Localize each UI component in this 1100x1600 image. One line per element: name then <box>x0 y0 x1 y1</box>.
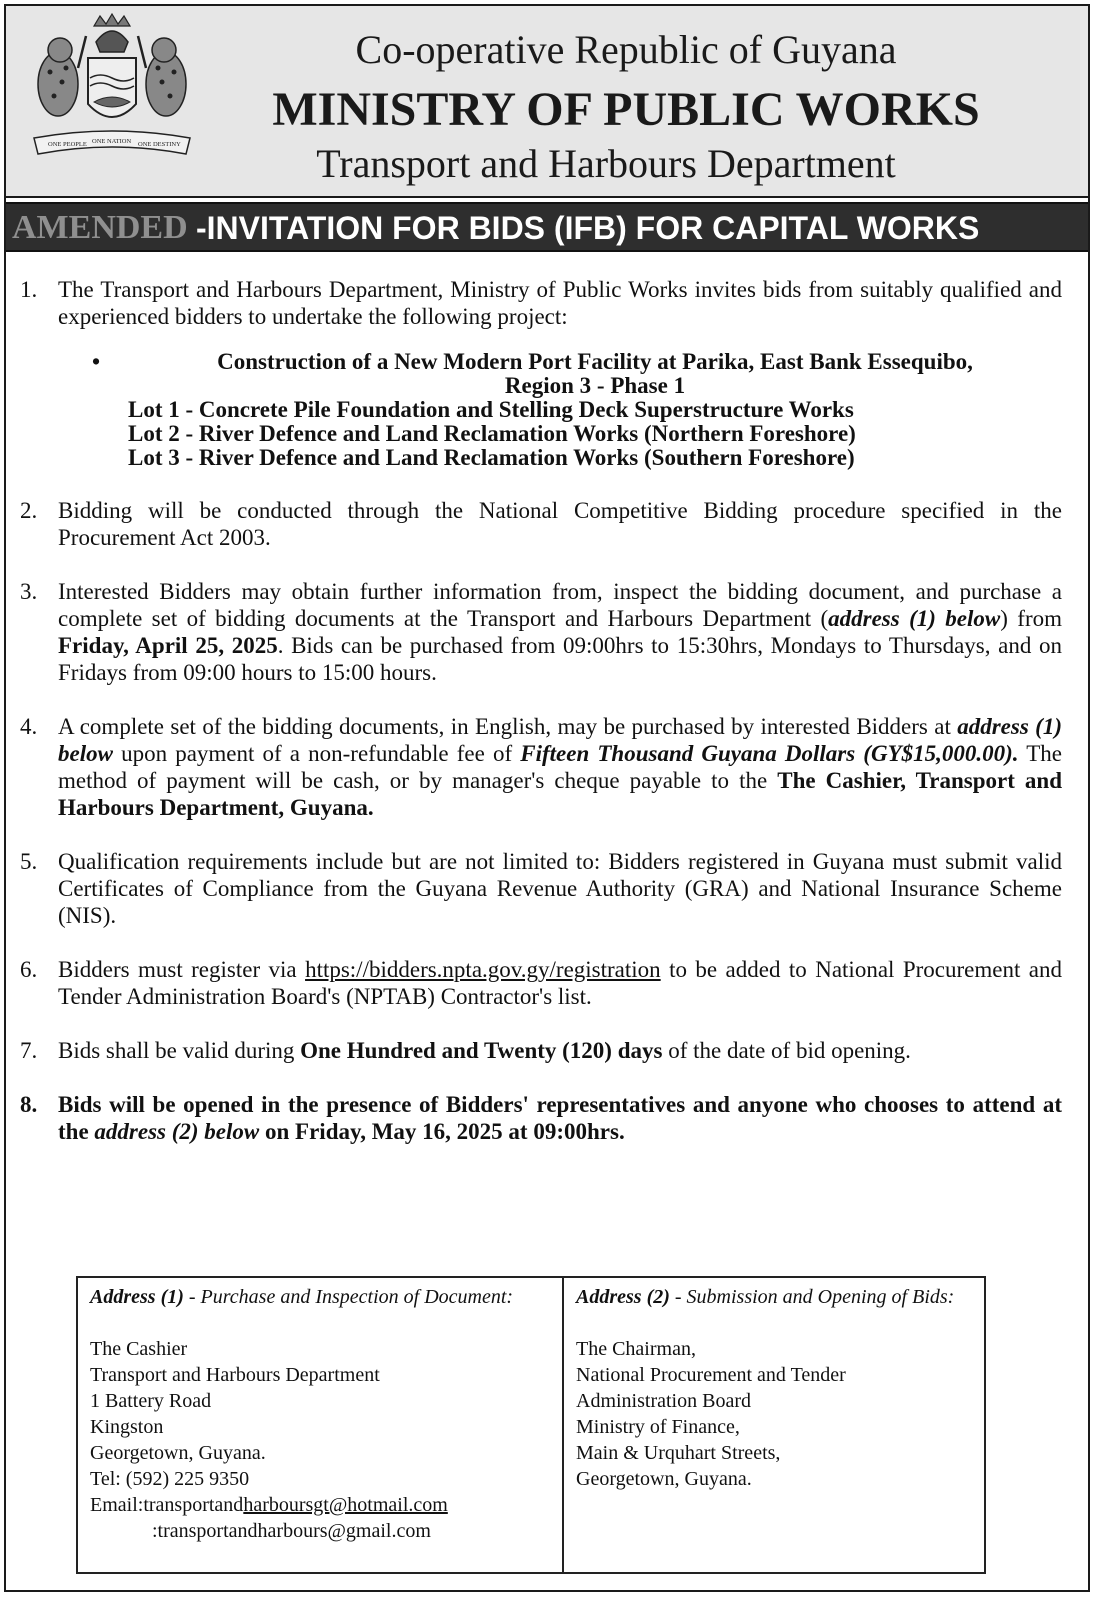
lot-1: Lot 1 - Concrete Pile Foundation and Stelling Deck Superstructure Works <box>128 397 854 422</box>
bullet-icon: • <box>92 349 101 374</box>
department-title: Transport and Harbours Department <box>316 141 896 186</box>
coat-of-arms-icon <box>26 12 198 156</box>
address-line: Transport and Harbours Department <box>90 1364 380 1386</box>
address-line: Kingston <box>90 1416 164 1438</box>
notice-body <box>20 276 1062 1172</box>
clause-text-part: A complete set of the bidding documents, in English, may be purchased by interested Bidders at <box>58 714 958 739</box>
address-line: The Chairman, <box>576 1338 696 1360</box>
clause-number: 1. <box>20 277 38 302</box>
address-1 <box>78 1278 564 1572</box>
ifb-title: -INVITATION FOR BIDS (IFB) FOR CAPITAL WORKS <box>196 210 980 246</box>
clause-7 <box>20 1037 1062 1064</box>
address-table <box>76 1276 986 1574</box>
address-2-title: - Submission and Opening of Bids: <box>669 1286 955 1308</box>
clause-number: 8. <box>20 1092 38 1117</box>
svg-text:ONE NATION: ONE NATION <box>92 138 132 145</box>
clause-8 <box>20 1091 1062 1145</box>
clause-text-part: The method of payment will be cash, or by manager's cheque payable to the <box>58 741 1062 793</box>
svg-text:ONE PEOPLE: ONE PEOPLE <box>48 141 87 148</box>
lot-3: Lot 3 - River Defence and Land Reclamation Works (Southern Foreshore) <box>128 445 855 470</box>
email-line-1 <box>90 1492 550 1518</box>
amended-label: AMENDED <box>12 209 188 246</box>
clause-text-part: to be added to National Procurement and Tender Administration Board's (NPTAB) Contractor's list. <box>58 957 1062 1009</box>
address-2 <box>564 1278 984 1572</box>
clause-5 <box>20 848 1062 929</box>
address-reference: address (2) below <box>94 1119 260 1144</box>
clause-2 <box>20 497 1062 551</box>
address-1-title: - Purchase and Inspection of Document: <box>183 1286 514 1308</box>
clause-number: 4. <box>20 714 38 739</box>
clause-text-part: Interested Bidders may obtain further information from, inspect the bidding document, and purchase a complete set of bidding documents at the Transport and Harbours Department ( <box>58 579 1062 631</box>
clause-6 <box>20 956 1062 1010</box>
lot-2: Lot 2 - River Defence and Land Reclamation Works (Northern Foreshore) <box>128 421 856 446</box>
email-1-part-a[interactable]: transportand <box>143 1494 244 1516</box>
country-title: Co-operative Republic of Guyana <box>355 27 897 72</box>
address-line: Ministry of Finance, <box>576 1416 740 1438</box>
clause-text: Qualification requirements include but are not limited to: Bidders registered in Guyana must submit valid Certificates of Compliance from the Guyana Revenue Authority (GRA) and National Insurance Scheme (NIS). <box>58 849 1062 928</box>
clause-text-part: of the date of bid opening. <box>662 1038 911 1063</box>
address-1-label: Address (1) <box>90 1286 184 1308</box>
address-line: Georgetown, Guyana. <box>90 1442 266 1464</box>
email-1-part-b[interactable]: harboursgt@hotmail.com <box>243 1494 448 1516</box>
clause-number: 7. <box>20 1038 38 1063</box>
registration-link[interactable]: https://bidders.npta.gov.gy/registration <box>305 957 661 982</box>
purchase-start-date: Friday, April 25, 2025 <box>58 633 278 658</box>
project-title-line1: Construction of a New Modern Port Facility at Parika, East Bank Essequibo, <box>217 349 973 374</box>
clause-text-part: on Friday, May 16, 2025 at 09:00hrs. <box>259 1119 625 1144</box>
clause-4 <box>20 713 1062 821</box>
address-line: Main & Urquhart Streets, <box>576 1442 781 1464</box>
address-line: Georgetown, Guyana. <box>576 1468 752 1490</box>
address-reference: address (1) below <box>58 714 1062 766</box>
address-line: 1 Battery Road <box>90 1390 212 1412</box>
ifb-banner <box>6 202 1088 252</box>
email-prefix: Email: <box>90 1494 144 1516</box>
clause-text-part: Bidders must register via <box>58 957 306 982</box>
payee-name: The Cashier, Transport and Harbours Department, Guyana. <box>58 768 1062 820</box>
clause-text: The Transport and Harbours Department, Ministry of Public Works invites bids from suitably qualified and experienced bidders to undertake the following project: <box>58 277 1062 329</box>
address-reference: address (1) below <box>828 606 1001 631</box>
clause-text-part: upon payment of a non-refundable fee of <box>112 741 521 766</box>
clause-1 <box>20 276 1062 470</box>
address-line: Administration Board <box>576 1390 751 1412</box>
address-line: National Procurement and Tender <box>576 1364 846 1386</box>
clause-text-part: . Bids can be purchased from 09:00hrs to 15:30hrs, Mondays to Thursdays, and on Fridays from 09:00 hours to 15:00 hours. <box>58 633 1062 685</box>
notice-page <box>4 4 1090 1592</box>
ministry-title: MINISTRY OF PUBLIC WORKS <box>272 83 980 136</box>
clause-number: 6. <box>20 957 38 982</box>
address-1-heading <box>90 1284 550 1310</box>
clause-text-part: Bids shall be valid during <box>58 1038 301 1063</box>
phone-number: Tel: (592) 225 9350 <box>90 1468 250 1490</box>
clause-text-part: ) from <box>1000 606 1063 631</box>
email-2[interactable]: :transportandharbours@gmail.com <box>152 1520 431 1542</box>
clause-number: 5. <box>20 849 38 874</box>
bid-validity-period: One Hundred and Twenty (120) days <box>300 1038 663 1063</box>
project-title-line2: Region 3 - Phase 1 <box>504 373 686 398</box>
clause-number: 3. <box>20 579 38 604</box>
address-2-heading <box>576 1284 972 1310</box>
clause-number: 2. <box>20 498 38 523</box>
header <box>6 6 1088 198</box>
clause-text-part: Bids will be opened in the presence of Bidders' representatives and anyone who chooses to attend at the <box>58 1092 1062 1144</box>
svg-text:ONE DESTINY: ONE DESTINY <box>138 141 181 148</box>
address-2-label: Address (2) <box>576 1286 670 1308</box>
clause-text: Bidding will be conducted through the National Competitive Bidding procedure specified in the Procurement Act 2003. <box>58 498 1062 550</box>
address-line: The Cashier <box>90 1338 188 1360</box>
project-list <box>92 350 1062 470</box>
bid-document-fee: Fifteen Thousand Guyana Dollars (GY$15,000.00). <box>520 741 1019 766</box>
clause-3 <box>20 578 1062 686</box>
